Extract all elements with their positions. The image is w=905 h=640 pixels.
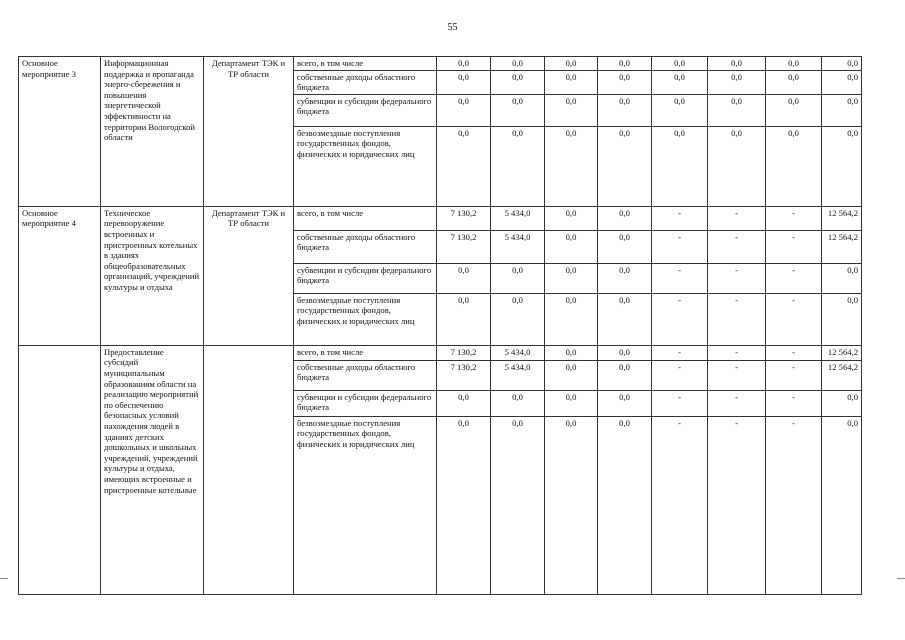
amount-cell: - bbox=[766, 293, 822, 345]
amount-cell: 0,0 bbox=[545, 230, 598, 263]
amount-cell: 0,0 bbox=[822, 70, 862, 94]
amount-cell: 0,0 bbox=[598, 390, 652, 416]
amount-cell: 0,0 bbox=[598, 206, 652, 230]
amount-cell: - bbox=[708, 293, 766, 345]
section-executor-cell: Департамент ТЭК и ТР области bbox=[204, 57, 294, 207]
amount-cell: 0,0 bbox=[437, 70, 491, 94]
amount-cell: 0,0 bbox=[598, 345, 652, 360]
table-row bbox=[19, 57, 862, 71]
amount-cell: 0,0 bbox=[491, 57, 545, 71]
amount-cell: 0,0 bbox=[822, 94, 862, 126]
amount-cell: 0,0 bbox=[491, 263, 545, 293]
amount-cell: 0,0 bbox=[545, 206, 598, 230]
amount-cell: 0,0 bbox=[652, 94, 708, 126]
amount-cell: 0,0 bbox=[822, 126, 862, 206]
amount-cell: 0,0 bbox=[437, 263, 491, 293]
amount-cell: - bbox=[652, 390, 708, 416]
amount-cell: 0,0 bbox=[598, 416, 652, 594]
amount-cell: 0,0 bbox=[598, 360, 652, 390]
amount-cell: 0,0 bbox=[545, 126, 598, 206]
amount-cell: - bbox=[708, 390, 766, 416]
section-description-cell: Предоставление субсидий муниципальным образованиям области на реализацию мероприятий по обеспечению безопасных условий нахождения людей в зданиях детских дошкольных и школьных учреждений, учреждений культуры и отдыха, имеющих встроенные и пристроенные котельные bbox=[101, 345, 204, 594]
amount-cell: 0,0 bbox=[545, 94, 598, 126]
amount-cell: 0,0 bbox=[545, 293, 598, 345]
amount-cell: - bbox=[652, 345, 708, 360]
amount-cell: 7 130,2 bbox=[437, 345, 491, 360]
funding-source-cell: собственные доходы областного бюджета bbox=[294, 230, 437, 263]
amount-cell: 12 564,2 bbox=[822, 206, 862, 230]
amount-cell: 0,0 bbox=[822, 57, 862, 71]
amount-cell: 0,0 bbox=[545, 345, 598, 360]
section-event-cell: Основное мероприятие 4 bbox=[19, 206, 101, 345]
funding-source-cell: безвозмездные поступления государственных фондов, физических и юридических лиц bbox=[294, 416, 437, 594]
funding-source-cell: всего, в том числе bbox=[294, 345, 437, 360]
amount-cell: 0,0 bbox=[652, 126, 708, 206]
amount-cell: 0,0 bbox=[437, 126, 491, 206]
amount-cell: 0,0 bbox=[491, 293, 545, 345]
amount-cell: - bbox=[708, 360, 766, 390]
amount-cell: - bbox=[708, 263, 766, 293]
amount-cell: - bbox=[652, 293, 708, 345]
amount-cell: - bbox=[652, 360, 708, 390]
amount-cell: - bbox=[766, 206, 822, 230]
funding-source-cell: всего, в том числе bbox=[294, 57, 437, 71]
amount-cell: 0,0 bbox=[822, 390, 862, 416]
amount-cell: - bbox=[766, 345, 822, 360]
amount-cell: 0,0 bbox=[491, 126, 545, 206]
funding-source-cell: субвенции и субсидии федерального бюджета bbox=[294, 94, 437, 126]
amount-cell: 0,0 bbox=[652, 57, 708, 71]
amount-cell: 0,0 bbox=[822, 293, 862, 345]
funding-source-cell: субвенции и субсидии федерального бюджета bbox=[294, 390, 437, 416]
section-executor-cell: Департамент ТЭК и ТР области bbox=[204, 206, 294, 345]
amount-cell: 0,0 bbox=[437, 94, 491, 126]
amount-cell: 0,0 bbox=[545, 263, 598, 293]
section-executor-cell bbox=[204, 345, 294, 594]
amount-cell: 0,0 bbox=[822, 416, 862, 594]
amount-cell: 0,0 bbox=[437, 57, 491, 71]
amount-cell: 0,0 bbox=[766, 126, 822, 206]
amount-cell: - bbox=[766, 360, 822, 390]
funding-table bbox=[18, 56, 862, 595]
page-number: 55 bbox=[447, 22, 458, 33]
amount-cell: 0,0 bbox=[708, 126, 766, 206]
amount-cell: 0,0 bbox=[437, 293, 491, 345]
amount-cell: 0,0 bbox=[598, 57, 652, 71]
amount-cell: - bbox=[766, 390, 822, 416]
section-description-cell: Техническое перевооружение встроенных и пристроенных котельных в зданиях общеобразовательных организаций, учреждений культуры и отдыха bbox=[101, 206, 204, 345]
funding-table-body bbox=[19, 57, 862, 595]
amount-cell: 0,0 bbox=[598, 126, 652, 206]
amount-cell: 0,0 bbox=[708, 94, 766, 126]
amount-cell: 7 130,2 bbox=[437, 206, 491, 230]
amount-cell: 0,0 bbox=[598, 230, 652, 263]
amount-cell: - bbox=[708, 345, 766, 360]
amount-cell: 5 434,0 bbox=[491, 345, 545, 360]
table-row bbox=[19, 345, 862, 360]
funding-source-cell: всего, в том числе bbox=[294, 206, 437, 230]
amount-cell: 0,0 bbox=[491, 94, 545, 126]
amount-cell: 5 434,0 bbox=[491, 360, 545, 390]
funding-source-cell: безвозмездные поступления государственных фондов, физических и юридических лиц bbox=[294, 293, 437, 345]
funding-source-cell: безвозмездные поступления государственных фондов, физических и юридических лиц bbox=[294, 126, 437, 206]
amount-cell: 0,0 bbox=[598, 94, 652, 126]
section-event-cell bbox=[19, 345, 101, 594]
amount-cell: 0,0 bbox=[437, 390, 491, 416]
amount-cell: - bbox=[766, 416, 822, 594]
amount-cell: 7 130,2 bbox=[437, 230, 491, 263]
amount-cell: 0,0 bbox=[545, 70, 598, 94]
amount-cell: - bbox=[652, 263, 708, 293]
funding-source-cell: субвенции и субсидии федерального бюджета bbox=[294, 263, 437, 293]
amount-cell: 0,0 bbox=[545, 360, 598, 390]
amount-cell: 12 564,2 bbox=[822, 345, 862, 360]
amount-cell: 0,0 bbox=[708, 57, 766, 71]
amount-cell: - bbox=[708, 206, 766, 230]
amount-cell: 0,0 bbox=[766, 70, 822, 94]
amount-cell: 0,0 bbox=[545, 57, 598, 71]
amount-cell: - bbox=[708, 230, 766, 263]
amount-cell: - bbox=[652, 230, 708, 263]
amount-cell: 0,0 bbox=[598, 70, 652, 94]
section-event-cell: Основное мероприятие 3 bbox=[19, 57, 101, 207]
amount-cell: 0,0 bbox=[766, 57, 822, 71]
left-crop-mark bbox=[0, 578, 8, 579]
amount-cell: 0,0 bbox=[437, 416, 491, 594]
amount-cell: 0,0 bbox=[652, 70, 708, 94]
amount-cell: - bbox=[652, 416, 708, 594]
amount-cell: 0,0 bbox=[491, 416, 545, 594]
amount-cell: 7 130,2 bbox=[437, 360, 491, 390]
table-row bbox=[19, 206, 862, 230]
amount-cell: 12 564,2 bbox=[822, 360, 862, 390]
amount-cell: 0,0 bbox=[708, 70, 766, 94]
amount-cell: - bbox=[766, 230, 822, 263]
amount-cell: 0,0 bbox=[545, 390, 598, 416]
amount-cell: - bbox=[652, 206, 708, 230]
amount-cell: 0,0 bbox=[491, 70, 545, 94]
amount-cell: 0,0 bbox=[598, 263, 652, 293]
amount-cell: 0,0 bbox=[822, 263, 862, 293]
right-crop-mark bbox=[897, 578, 905, 579]
amount-cell: 5 434,0 bbox=[491, 206, 545, 230]
amount-cell: - bbox=[766, 263, 822, 293]
section-description-cell: Информационная поддержка и пропаганда энерго-сбережения и повышения энергетической эффективности на территории Вологодской области bbox=[101, 57, 204, 207]
funding-source-cell: собственные доходы областного бюджета bbox=[294, 70, 437, 94]
amount-cell: 0,0 bbox=[598, 293, 652, 345]
amount-cell: 12 564,2 bbox=[822, 230, 862, 263]
amount-cell: 0,0 bbox=[545, 416, 598, 594]
amount-cell: 5 434,0 bbox=[491, 230, 545, 263]
amount-cell: 0,0 bbox=[491, 390, 545, 416]
amount-cell: - bbox=[708, 416, 766, 594]
amount-cell: 0,0 bbox=[766, 94, 822, 126]
funding-source-cell: собственные доходы областного бюджета bbox=[294, 360, 437, 390]
